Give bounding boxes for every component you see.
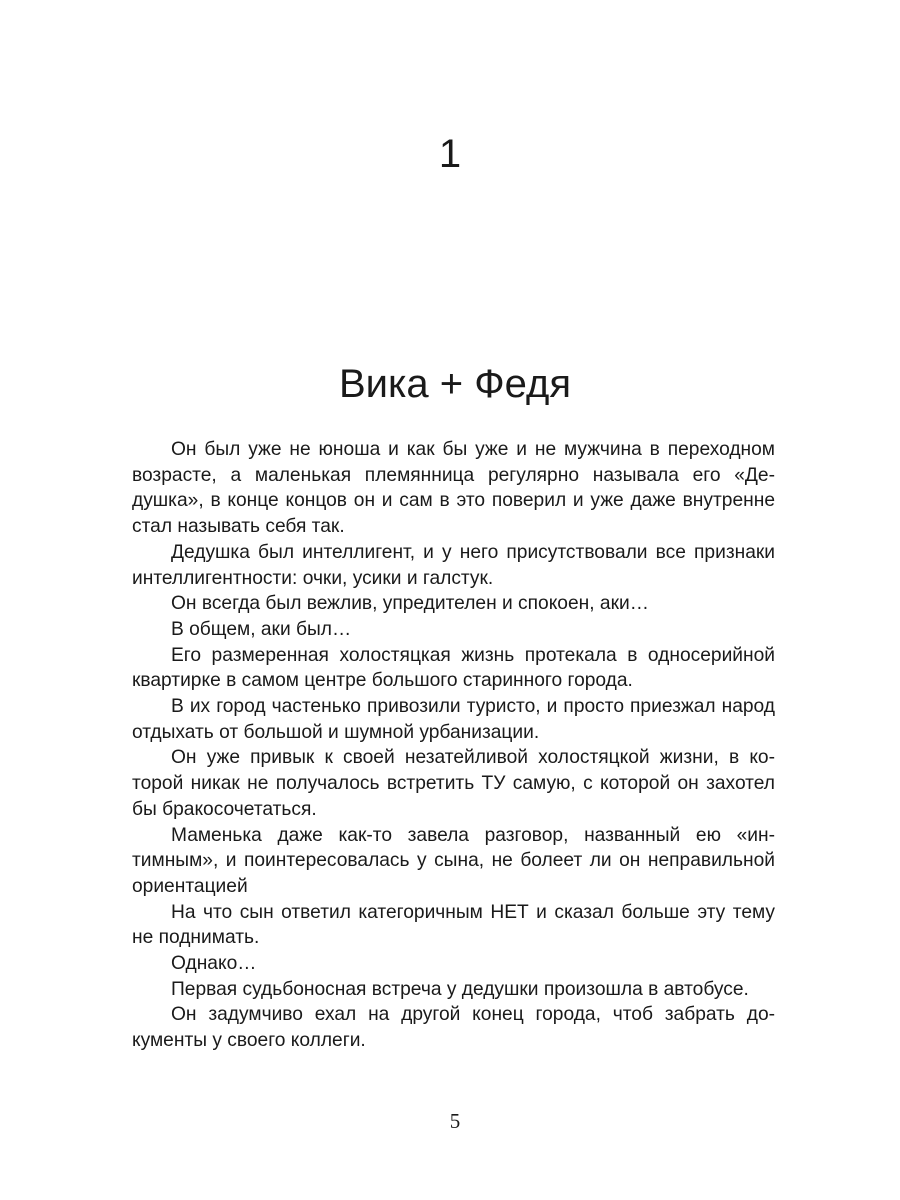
paragraph: Он был уже не юноша и как бы уже и не мужчина в переходном возрасте, а маленькая племянница регулярно называла его «Дедушка», в конце концов он и сам в это поверил и уже даже внутренне стал называть себя так. xyxy=(132,439,775,538)
paragraph: Он задумчиво ехал на другой конец города, чтоб забрать документы у своего коллеги. xyxy=(132,1004,775,1052)
chapter-title: Вика + Федя xyxy=(338,362,571,406)
page-number: 5 xyxy=(449,1109,461,1133)
paragraph: В общем, аки был… xyxy=(171,618,352,640)
paragraph: Маменька даже как-то завела разговор, названный ею «интимным», и поинтересовалась у сына, не болеет ли он неправильной ориентацией xyxy=(132,824,775,897)
paragraph: Он всегда был вежлив, упредителен и спокоен, аки… xyxy=(171,593,649,615)
paragraph: Первая судьбоносная встреча у дедушки произошла в автобусе. xyxy=(171,978,749,1000)
paragraph: Однако… xyxy=(171,953,257,975)
paragraph: Его размеренная холостяцкая жизнь протекала в односерийной квартирке в самом центре большого старинного города. xyxy=(132,644,775,692)
paragraph: Дедушка был интеллигент, и у него присутствовали все признаки интеллигентности: очки, усики и галстук. xyxy=(132,541,775,589)
chapter-number: 1 xyxy=(438,132,462,176)
paragraph: На что сын ответил категоричным НЕТ и сказал больше эту тему не поднимать. xyxy=(132,901,775,949)
paragraph: Он уже привык к своей незатейливой холостяцкой жизни, в которой никак не получалось встретить ТУ самую, с которой он захотел бы бракосочетаться. xyxy=(132,747,775,820)
paragraph: В их город частенько привозили туристо, и просто приезжал народ отдыхать от большой и шумной урбанизации. xyxy=(132,696,775,743)
body-text xyxy=(132,437,775,1054)
